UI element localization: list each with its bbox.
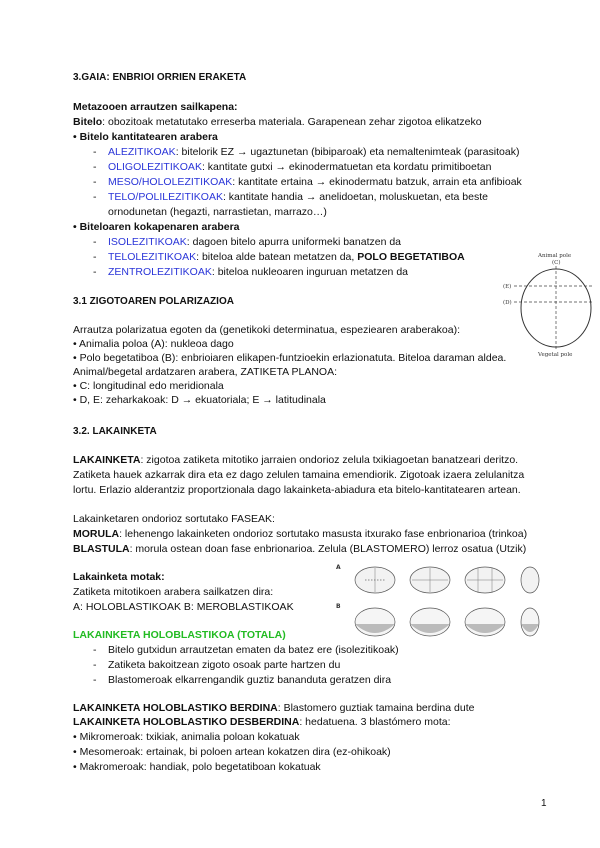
dash-marker: - bbox=[93, 644, 97, 656]
paragraph-line: • C: longitudinal edo meridionala bbox=[73, 380, 224, 392]
desberdina-term: LAKAINKETA HOLOBLASTIKO DESBERDINA bbox=[73, 716, 300, 728]
section-heading-lakainketa: 3.2. LAKAINKETA bbox=[73, 426, 157, 437]
dash-marker: - bbox=[93, 251, 97, 263]
lakainketa-def-line bbox=[73, 454, 518, 467]
list-item bbox=[108, 236, 401, 249]
vegetal-pole-label: Vegetal pole bbox=[538, 352, 573, 358]
lakainketa-def-line: Zatiketa hauek azkarrak dira eta ez dago zelulen tamaina emendiorik. Zigotoak izaera zelulanitza bbox=[73, 469, 525, 481]
term-alezitikoak: ALEZITIKOAK bbox=[108, 146, 176, 158]
dash-marker: - bbox=[93, 146, 97, 158]
mero-item: • Mikromeroak: txikiak, animalia poloan kokatuak bbox=[73, 731, 300, 743]
dash-marker: - bbox=[93, 236, 97, 248]
term-desc: : bitelorik EZ → ugaztunetan (bibiparoak) eta nemaltenimteak (parasitoak) bbox=[175, 146, 520, 158]
term-oligolezitikoak: OLIGOLEZITIKOAK bbox=[108, 161, 202, 173]
berdina-def: : Blastomero guztiak tamaina berdina dute bbox=[277, 702, 475, 714]
dash-marker: - bbox=[93, 176, 97, 188]
phases-intro: Lakainketaren ondorioz sortutako FASEAK: bbox=[73, 513, 275, 525]
mero-item: • Mesomeroak: ertainak, bi poloen artean kokatzen dira (ez-ohikoak) bbox=[73, 746, 391, 758]
term-desc: : biteloa nukleoaren inguruan metatzen da bbox=[211, 266, 408, 278]
page-title: 3.GAIA: ENBRIOI ORRIEN ERAKETA bbox=[73, 72, 247, 83]
list-item bbox=[108, 251, 465, 264]
egg-polarity-diagram bbox=[500, 250, 595, 360]
quantity-heading-text: Bitelo kantitatearen arabera bbox=[79, 131, 218, 143]
term-telo-polilezitikoak: TELO/POLILEZITIKOAK bbox=[108, 191, 223, 203]
bitelo-label: Bitelo bbox=[73, 116, 103, 128]
holoblastic-heading: LAKAINKETA HOLOBLASTIKOA (TOTALA) bbox=[73, 629, 286, 641]
lakainketa-term: LAKAINKETA bbox=[73, 454, 141, 466]
bitelo-def: : obozitoak metatutako erreserba materiala. Garapenean zehar zigotoa elikatzeko bbox=[102, 116, 482, 128]
list-item bbox=[108, 266, 408, 279]
metazoo-heading: Metazooen arrautzen sailkapena: bbox=[73, 101, 238, 113]
blastula-line bbox=[73, 543, 526, 556]
cleavage-figure bbox=[330, 560, 540, 640]
paragraph-line: • D, E: zeharkakoak: D → ekuatoriala; E → latitudinala bbox=[73, 394, 326, 406]
lakainketa-def1: : zigotoa zatiketa mitotiko jarraien ondorioz zelula txikiagoetan banatzeari deritzo. bbox=[140, 454, 519, 466]
term-desc: : biteloa alde batean metatzen da, bbox=[196, 251, 358, 263]
term-telolezitikoak: TELOLEZITIKOAK bbox=[108, 251, 197, 263]
dash-marker: - bbox=[93, 161, 97, 173]
dash-marker: - bbox=[93, 191, 97, 203]
list-item bbox=[108, 161, 491, 174]
figure-label-b: B bbox=[336, 603, 341, 610]
list-item: Bitelo gutxidun arrautzetan ematen da batez ere (isolezitikoak) bbox=[108, 644, 399, 656]
e-label: (E) bbox=[503, 284, 512, 290]
blastula-def: : morula ostean doan fase enbrionarioa. Zelula (BLASTOMERO) lerroz osatua (Utzik) bbox=[129, 543, 527, 555]
lakainketa-def-line: lortu. Erlazio alderantziz proportzionala dago lakainketa-abiadura eta bitelo-kantitatearen artean. bbox=[73, 484, 521, 496]
paragraph-line: Animal/begetal ardatzaren arabera, ZATIKETA PLANOA: bbox=[73, 366, 337, 378]
term-bold: POLO BEGETATIBOA bbox=[357, 251, 465, 263]
term-desc: : kantitate ertaina → ekinodermatu batzuk, arrain eta anfibioak bbox=[232, 176, 522, 188]
location-heading: • Biteloaren kokapenaren arabera bbox=[73, 221, 240, 233]
term-desc: : kantitate gutxi → ekinodermatuetan eta kordatu primitiboetan bbox=[201, 161, 492, 173]
morula-line bbox=[73, 528, 527, 541]
d-label: (D) bbox=[503, 300, 512, 306]
term-desc: : dagoen bitelo apurra uniformeki banatzen da bbox=[186, 236, 402, 248]
types-line: Zatiketa mitotikoen arabera sailkatzen dira: bbox=[73, 586, 274, 598]
list-item bbox=[108, 146, 519, 159]
c-label: (C) bbox=[552, 260, 561, 266]
paragraph-line: • Polo begetatiboa (B): enbrioiaren elikapen-funtzioekin erlazionatuta. Biteloa daraman aldea. bbox=[73, 352, 507, 364]
holoblastic-stage-4 bbox=[521, 567, 539, 593]
page-number: 1 bbox=[541, 798, 547, 809]
list-item bbox=[108, 191, 488, 204]
section-heading-polarizazioa: 3.1 ZIGOTOAREN POLARIZAZIOA bbox=[73, 296, 234, 307]
berdina-line bbox=[73, 702, 474, 715]
location-heading-text: Biteloaren kokapenaren arabera bbox=[79, 221, 240, 233]
desberdina-line bbox=[73, 716, 451, 729]
term-meso-hololezitikoak: MESO/HOLOLEZITIKOAK bbox=[108, 176, 233, 188]
quantity-heading: • Bitelo kantitatearen arabera bbox=[73, 131, 218, 143]
term-zentrolezitikoak: ZENTROLEZITIKOAK bbox=[108, 266, 212, 278]
paragraph-line: • Animalia poloa (A): nukleoa dago bbox=[73, 338, 234, 350]
bitelo-definition bbox=[73, 116, 482, 129]
paragraph-line: Arrautza polarizatua egoten da (genetikoki determinatua, espeziearen araberakoa): bbox=[73, 324, 460, 336]
berdina-term: LAKAINKETA HOLOBLASTIKO BERDINA bbox=[73, 702, 278, 714]
types-line: A: HOLOBLASTIKOAK B: MEROBLASTIKOAK bbox=[73, 601, 294, 613]
dash-marker: - bbox=[93, 659, 97, 671]
dash-marker: - bbox=[93, 266, 97, 278]
list-item-continuation: ornodunetan (hegazti, narrastietan, marrazo…) bbox=[108, 206, 327, 218]
term-isolezitikoak: ISOLEZITIKOAK bbox=[108, 236, 187, 248]
figure-label-a: A bbox=[336, 564, 341, 571]
list-item bbox=[108, 176, 522, 189]
list-item: Blastomeroak elkarrengandik guztiz bananduta geratzen dira bbox=[108, 674, 392, 686]
morula-term: MORULA bbox=[73, 528, 120, 540]
types-heading: Lakainketa motak: bbox=[73, 571, 165, 583]
desberdina-def: : hedatuena. 3 blastómero mota: bbox=[299, 716, 451, 728]
animal-pole-label: Animal pole bbox=[538, 253, 572, 259]
term-desc: : kantitate handia → anelidoetan, moluskuetan, eta beste bbox=[222, 191, 488, 203]
morula-def: : lehenengo lakainketen ondorioz sortutako masusta itxurako fase enbrionarioa (trinkoa) bbox=[119, 528, 528, 540]
list-item: Zatiketa bakoitzean zigoto osoak parte hartzen du bbox=[108, 659, 341, 671]
dash-marker: - bbox=[93, 674, 97, 686]
blastula-term: BLASTULA bbox=[73, 543, 130, 555]
mero-item: • Makromeroak: handiak, polo begetatiboan kokatuak bbox=[73, 761, 321, 773]
